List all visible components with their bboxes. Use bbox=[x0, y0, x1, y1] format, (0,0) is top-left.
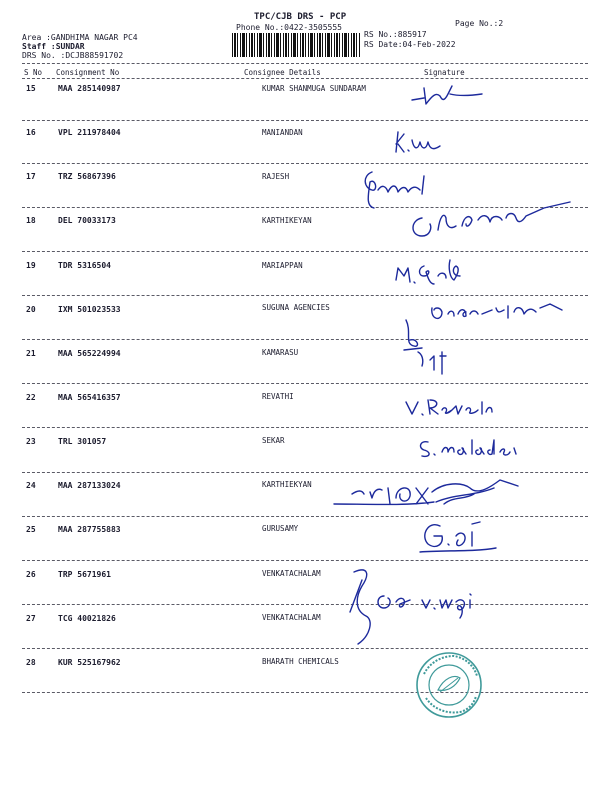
row-divider bbox=[22, 692, 588, 693]
area-label: Area :GANDHIMA NAGAR PC4 bbox=[22, 33, 138, 42]
row-sno: 17 bbox=[26, 172, 36, 181]
row-consignee: MARIAPPAN bbox=[262, 261, 303, 270]
row-consignee: RAJESH bbox=[262, 172, 290, 181]
row-consignee: KUMAR SHANMUGA SUNDARAM bbox=[262, 84, 366, 93]
page-number: Page No.:2 bbox=[455, 19, 504, 28]
row-sno: 25 bbox=[26, 525, 36, 534]
row-consignment: TRL 301057 bbox=[58, 437, 107, 446]
staff-label: Staff :SUNDAR bbox=[22, 42, 85, 51]
row-consignment: MAA 285140987 bbox=[58, 84, 121, 93]
signature-row-15 bbox=[410, 82, 500, 112]
row-divider bbox=[22, 383, 588, 384]
signature-row-22 bbox=[400, 392, 500, 420]
row-consignment: TDR 5316504 bbox=[58, 261, 111, 270]
row-sno: 21 bbox=[26, 349, 36, 358]
row-consignee: VENKATACHALAM bbox=[262, 613, 321, 622]
row-consignee: SUGUNA AGENCIES bbox=[262, 303, 330, 312]
row-consignment: VPL 211978404 bbox=[58, 128, 121, 137]
column-header-sno: S No bbox=[24, 68, 43, 77]
row-sno: 22 bbox=[26, 393, 36, 402]
drs-number: DRS No. :DCJB88591702 bbox=[22, 51, 124, 60]
row-divider bbox=[22, 427, 588, 428]
barcode bbox=[232, 33, 360, 57]
row-consignment: MAA 565224994 bbox=[58, 349, 121, 358]
row-sno: 16 bbox=[26, 128, 36, 137]
sheet-title: TPC/CJB DRS - PCP bbox=[254, 12, 347, 22]
row-consignee: VENKATACHALAM bbox=[262, 569, 321, 578]
row-divider bbox=[22, 120, 588, 121]
row-consignee: MANIANDAN bbox=[262, 128, 303, 137]
row-divider bbox=[22, 295, 588, 296]
row-sno: 19 bbox=[26, 261, 36, 270]
row-sno: 26 bbox=[26, 570, 36, 579]
header-divider bbox=[22, 63, 588, 64]
signature-row-20-21 bbox=[400, 300, 570, 382]
column-header-consignment: Consignment No bbox=[56, 68, 120, 77]
rs-date: RS Date:04-Feb-2022 bbox=[364, 40, 456, 49]
row-sno: 24 bbox=[26, 481, 36, 490]
row-consignment: MAA 287133024 bbox=[58, 481, 121, 490]
phone-number: Phone No.:0422-3505555 bbox=[236, 23, 342, 32]
row-consignment: DEL 70033173 bbox=[58, 216, 116, 225]
column-header-signature: Signature bbox=[424, 68, 465, 77]
row-divider bbox=[22, 251, 588, 252]
row-consignee: KARTHIEKYAN bbox=[262, 480, 312, 489]
row-sno: 23 bbox=[26, 437, 36, 446]
signature-row-24 bbox=[324, 474, 524, 518]
row-consignee: KAMARASU bbox=[262, 348, 299, 357]
signature-row-16 bbox=[390, 128, 460, 158]
row-consignment: TRP 5671961 bbox=[58, 570, 111, 579]
row-divider bbox=[22, 648, 588, 649]
row-consignment: MAA 565416357 bbox=[58, 393, 121, 402]
column-header-divider bbox=[22, 78, 588, 79]
stamp-text-arc-top bbox=[424, 656, 477, 676]
signature-row-19 bbox=[390, 254, 480, 288]
row-consignee: SEKAR bbox=[262, 436, 285, 445]
signature-row-18 bbox=[404, 196, 574, 242]
rs-number: RS No.:885917 bbox=[364, 30, 427, 39]
company-stamp bbox=[414, 650, 484, 720]
row-consignment: TRZ 56867396 bbox=[58, 172, 116, 181]
signature-row-25 bbox=[414, 514, 504, 566]
row-sno: 28 bbox=[26, 658, 36, 667]
row-consignment: IXM 501023533 bbox=[58, 305, 121, 314]
row-sno: 20 bbox=[26, 305, 36, 314]
row-consignment: MAA 287755883 bbox=[58, 525, 121, 534]
row-sno: 27 bbox=[26, 614, 36, 623]
row-divider bbox=[22, 604, 588, 605]
signature-row-23 bbox=[414, 434, 544, 460]
column-header-consignee: Consignee Details bbox=[244, 68, 321, 77]
row-sno: 18 bbox=[26, 216, 36, 225]
row-sno: 15 bbox=[26, 84, 36, 93]
row-consignee: BHARATH CHEMICALS bbox=[262, 657, 339, 666]
row-consignee: REVATHI bbox=[262, 392, 294, 401]
row-consignment: TCG 40021826 bbox=[58, 614, 116, 623]
row-consignment: KUR 525167962 bbox=[58, 658, 121, 667]
row-consignee: KARTHIKEYAN bbox=[262, 216, 312, 225]
row-divider bbox=[22, 163, 588, 164]
row-consignee: GURUSAMY bbox=[262, 524, 299, 533]
row-divider bbox=[22, 472, 588, 473]
signature-row-26-27 bbox=[340, 560, 480, 656]
